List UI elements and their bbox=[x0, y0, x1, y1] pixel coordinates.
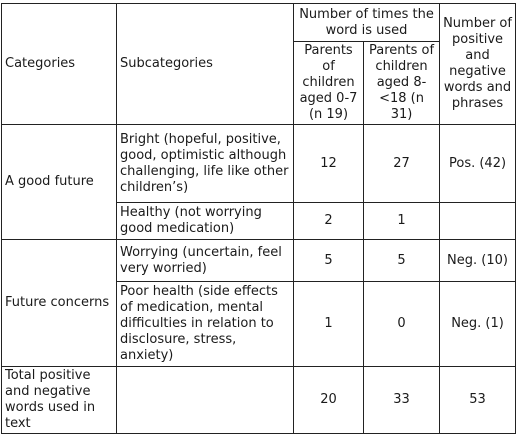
word-usage-table bbox=[1, 3, 516, 434]
cell-bright-posneg: Pos. (42) bbox=[440, 125, 516, 203]
cell-healthy-g1: 2 bbox=[294, 203, 364, 240]
subcategory-bright: Bright (hopeful, positive, good, optimistic although challenging, life like other children’s) bbox=[117, 125, 294, 203]
category-good-future: A good future bbox=[2, 125, 117, 240]
header-posneg: Number of positive and negative words and phrases bbox=[440, 4, 516, 125]
header-group-8-18: Parents of children aged 8-<18 (n 31) bbox=[364, 42, 440, 125]
total-label: Total positive and negative words used in text bbox=[2, 367, 117, 434]
cell-poor-health-g2: 0 bbox=[364, 282, 440, 367]
header-subcategories: Subcategories bbox=[117, 4, 294, 125]
cell-total-posneg: 53 bbox=[440, 367, 516, 434]
cell-worrying-posneg: Neg. (10) bbox=[440, 240, 516, 282]
cell-poor-health-posneg: Neg. (1) bbox=[440, 282, 516, 367]
cell-healthy-posneg bbox=[440, 203, 516, 240]
header-row-1 bbox=[2, 4, 516, 42]
table-row-total bbox=[2, 367, 516, 434]
subcategory-worrying: Worrying (uncertain, feel very worried) bbox=[117, 240, 294, 282]
category-future-concerns: Future concerns bbox=[2, 240, 117, 367]
cell-total-g1: 20 bbox=[294, 367, 364, 434]
header-group-0-7: Parents of children aged 0-7 (n 19) bbox=[294, 42, 364, 125]
cell-total-g2: 33 bbox=[364, 367, 440, 434]
total-subcategory bbox=[117, 367, 294, 434]
cell-bright-g1: 12 bbox=[294, 125, 364, 203]
cell-poor-health-g1: 1 bbox=[294, 282, 364, 367]
header-categories: Categories bbox=[2, 4, 117, 125]
cell-worrying-g2: 5 bbox=[364, 240, 440, 282]
subcategory-poor-health: Poor health (side effects of medication, mental difficulties in relation to disclosure, stress, anxiety) bbox=[117, 282, 294, 367]
cell-bright-g2: 27 bbox=[364, 125, 440, 203]
table-row-bright bbox=[2, 125, 516, 203]
subcategory-healthy: Healthy (not worrying good medication) bbox=[117, 203, 294, 240]
table-row-worrying bbox=[2, 240, 516, 282]
cell-worrying-g1: 5 bbox=[294, 240, 364, 282]
cell-healthy-g2: 1 bbox=[364, 203, 440, 240]
header-times-used: Number of times the word is used bbox=[294, 4, 440, 42]
